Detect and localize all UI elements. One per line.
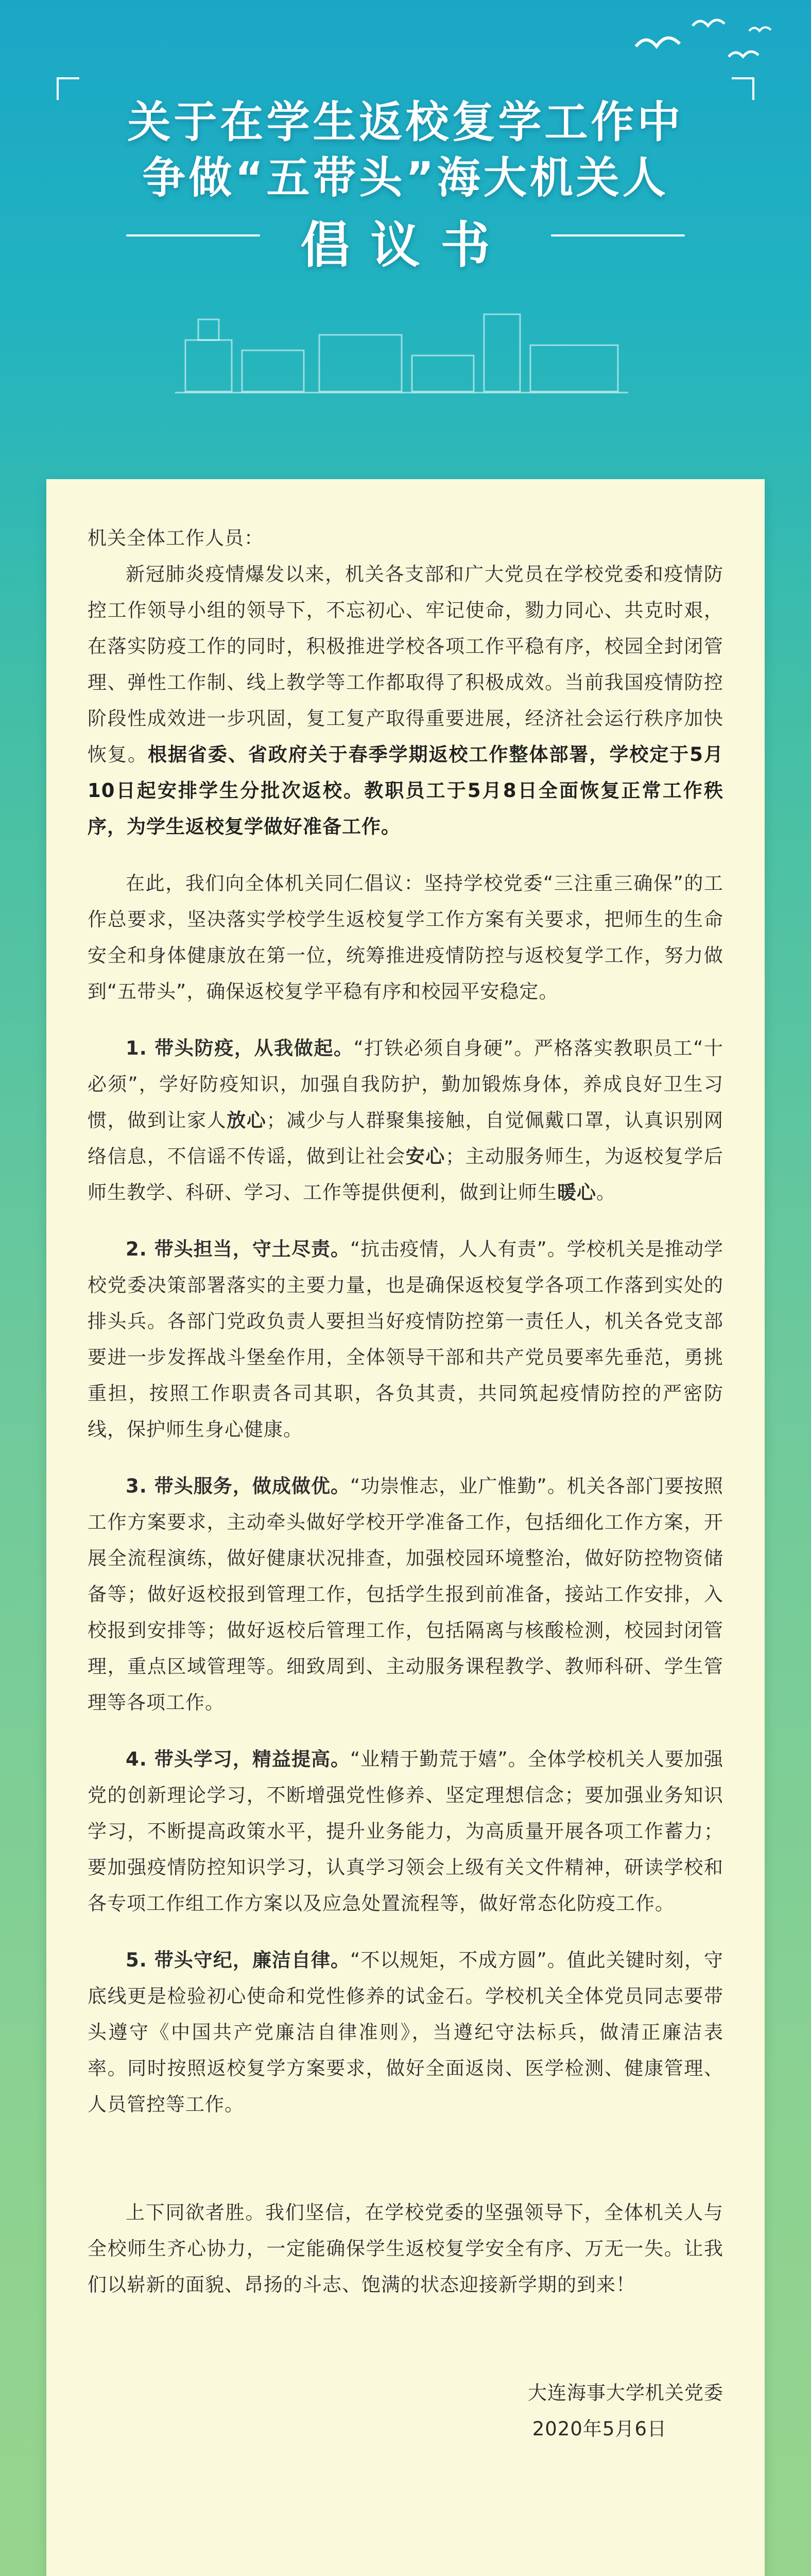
item-5 [88,1942,723,2123]
paragraph-proposal: 在此，我们向全体机关同仁倡议：坚持学校党委“三注重三确保”的工作总要求，坚决落实学校学生返校复学工作方案有关要求，把师生的生命安全和身体健康放在第一位，统筹推进疫情防控与返校复学工作，努力做到“五带头”，确保返校复学平稳有序和校园平安稳定。 [88,872,723,1003]
item-5-text: “不以规矩，不成方圆”。值此关键时刻，守底线更是检验初心使命和党性修养的试金石。学校机关全体党员同志要带头遵守《中国共产党廉洁自律准则》，当遵纪守法标兵，做清正廉洁表率。同时按照返校复学方案要求，做好全面返岗、医学检测、健康管理、人员管控等工作。 [88,1949,723,2115]
paragraph-closing: 上下同欲者胜。我们坚信，在学校党委的坚强领导下，全体机关人与全校师生齐心协力，一定能确保学生返校复学安全有序、万无一失。让我们以崭新的面貌、昂扬的斗志、饱满的状态迎接新学期的到来！ [88,2201,723,2296]
paragraph-background-emphasis: 根据省委、省政府关于春季学期返校工作整体部署，学校定于5月10日起安排学生分批次返校。教职员工于5月8日全面恢复正常工作秩序，为学生返校复学做好准备工作。 [88,743,724,838]
item-1-text-d: ；主动服务师生，为返校复学后师生教学、科研、学习、工作等提供便利，做到让师生 [88,1145,724,1204]
signature-spacer [88,2303,723,2339]
item-1-text-c: ；减少与人群聚集接触，自觉佩戴口罩，认真识别网络信息，不信谣不传谣，做到让社会 [88,1109,724,1167]
poster-header [0,0,811,443]
letter-paper [46,479,765,2576]
campus-skyline-illustration [175,304,628,397]
item-1-text-a: “打铁必须自身硬”。严格落实教职员工“十必须”，学好防疫知识，加强自我防护，勤加锻炼身体，养成良好卫生习惯，做到让家人 [88,1037,723,1131]
item-1-heading: 1. 带头防疫，从我做起。 [126,1037,354,1059]
page-title-line-1: 关于在学生返校复学工作中 [127,97,684,147]
page-title-line-2: 争做“五带头”海大机关人 [142,152,669,203]
item-5-heading: 5. 带头守纪，廉洁自律。 [126,1949,351,1971]
item-1-keyword-1: 放心 [227,1109,267,1131]
item-1 [88,1030,723,1211]
signature-spacer [88,2339,723,2375]
subtitle-rule-right [551,234,685,236]
item-3 [88,1468,723,1721]
paragraph-spacer [88,2159,723,2195]
subtitle-row [0,206,811,274]
flying-birds-icon [626,10,780,88]
item-2-text: “抗击疫情，人人有责”。学校机关是推动学校党委决策部署落实的主要力量，也是确保返校复学各项工作落到实处的排头兵。各部门党政负责人要担当好疫情防控第一责任人，机关各党支部要进一步发挥战斗堡垒作用，全体领导干部和共产党员要率先垂范，勇挑重担，按照工作职责各司其职，各负其责，共同筑起疫情防控的严密防线，保护师生身心健康。 [88,1238,723,1440]
item-2-heading: 2. 带头担当，守土尽责。 [126,1238,351,1260]
page-subtitle: 倡议书 [300,216,511,274]
item-3-heading: 3. 带头服务，做成做优。 [126,1475,351,1497]
item-4 [88,1741,723,1922]
item-4-heading: 4. 带头学习，精益提高。 [126,1748,351,1770]
signature-date: 2020年5月6日 [532,2418,667,2440]
signature-organization: 大连海事大学机关党委 [528,2382,723,2404]
paragraph-background [88,556,723,845]
item-1-keyword-2: 安心 [405,1145,446,1167]
item-1-text-e: 。 [596,1181,616,1204]
paragraph-spacer [88,2123,723,2159]
letter-body [88,520,723,2576]
letter-greeting: 机关全体工作人员： [88,527,264,549]
paragraph-background-text: 新冠肺炎疫情爆发以来，机关各支部和广大党员在学校党委和疫情防控工作领导小组的领导下，不忘初心、牢记使命，勠力同心、共克时艰，在落实防疫工作的同时，积极推进学校各项工作平稳有序，校园全封闭管理、弹性工作制、线上教学等工作都取得了积极成效。当前我国疫情防控阶段性成效进一步巩固，复工复产取得重要进展，经济社会运行秩序加快恢复。 [88,563,723,766]
item-2 [88,1231,723,1448]
item-1-keyword-3: 暖心 [557,1181,596,1204]
item-3-text: “功崇惟志，业广惟勤”。机关各部门要按照工作方案要求，主动牵头做好学校开学准备工作，包括细化工作方案，开展全流程演练，做好健康状况排查，加强校园环境整治，做好防控物资储备等；做好返校报到管理工作，包括学生报到前准备，接站工作安排，入校报到安排等；做好返校后管理工作，包括隔离与核酸检测，校园封闭管理，重点区域管理等。细致周到、主动服务课程教学、教师科研、学生管理等各项工作。 [88,1475,723,1714]
item-4-text: “业精于勤荒于嬉”。全体学校机关人要加强党的创新理论学习，不断增强党性修养、坚定理想信念；要加强业务知识学习，不断提高政策水平，提升业务能力，为高质量开展各项工作蓄力；要加强疫情防控知识学习，认真学习领会上级有关文件精神，研读学校和各专项工作组工作方案以及应急处置流程等，做好常态化防疫工作。 [88,1748,723,1914]
